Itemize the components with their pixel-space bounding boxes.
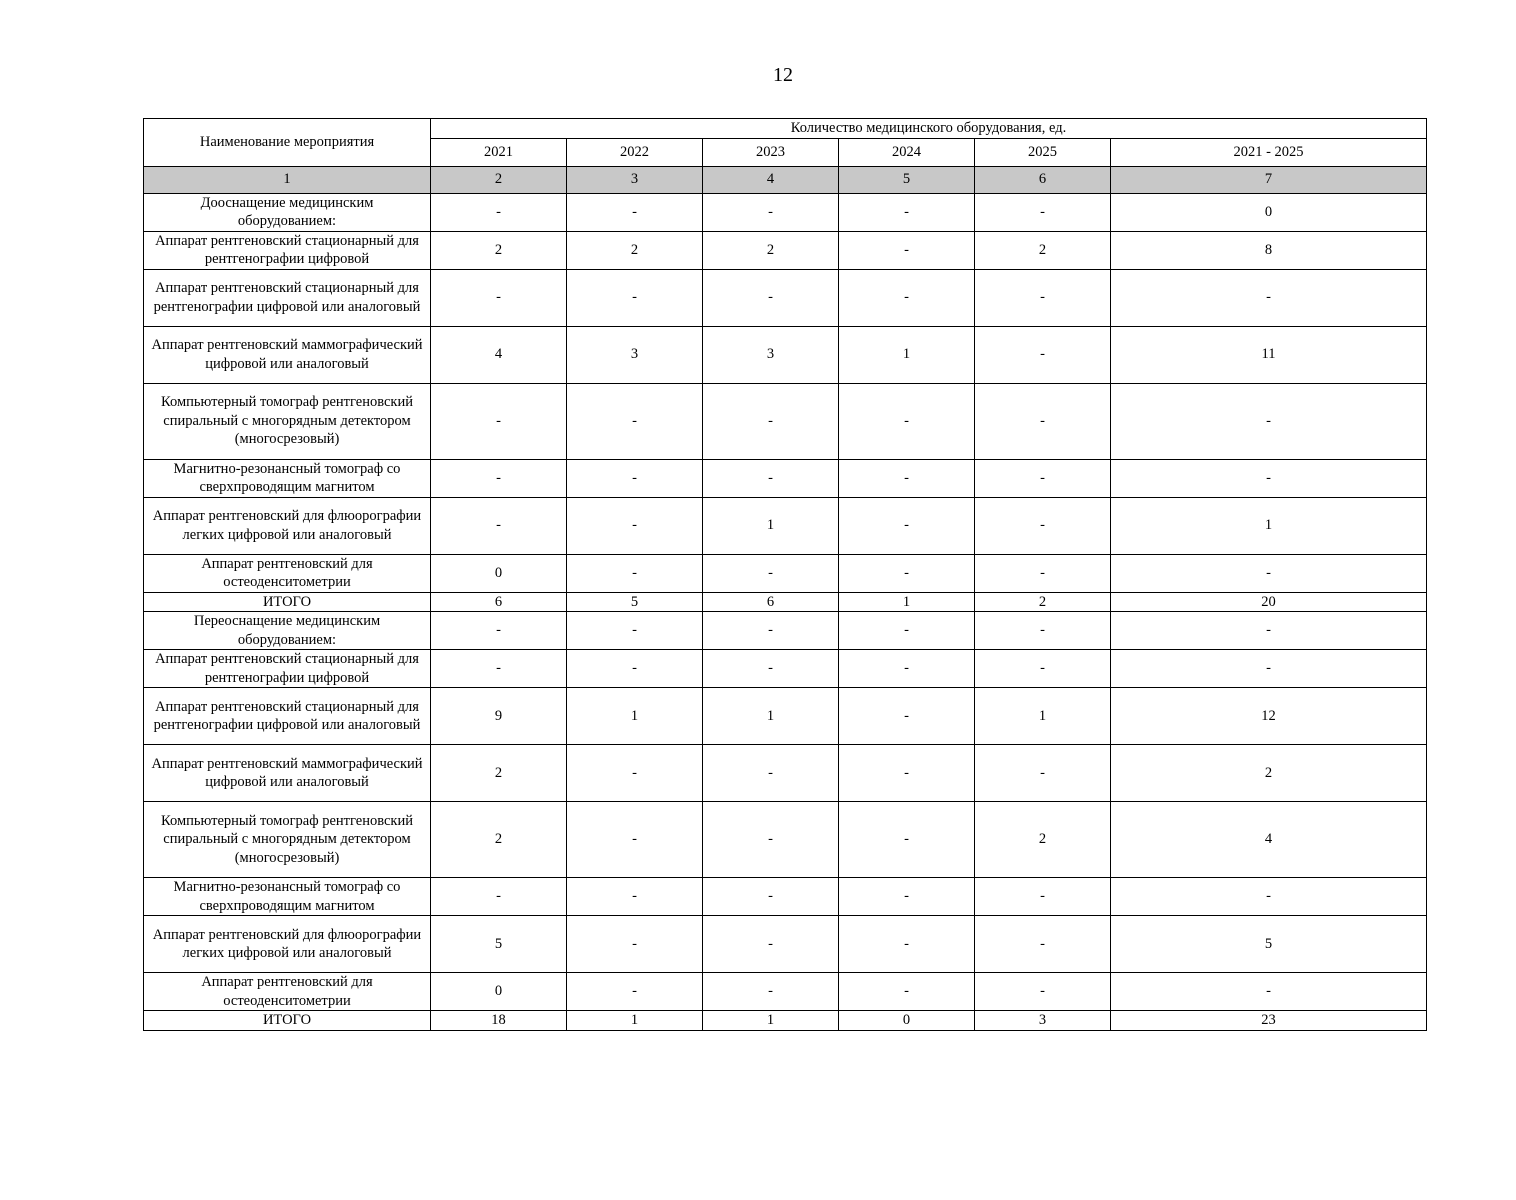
value-cell: - <box>567 459 703 497</box>
value-cell: - <box>975 193 1111 231</box>
value-cell: - <box>975 878 1111 916</box>
value-cell: - <box>839 612 975 650</box>
column-number-cell: 1 <box>144 166 431 193</box>
value-cell: - <box>975 326 1111 383</box>
value-cell: - <box>839 269 975 326</box>
value-cell: - <box>975 650 1111 688</box>
value-cell: - <box>975 916 1111 973</box>
value-cell: - <box>703 802 839 878</box>
column-number-cell: 5 <box>839 166 975 193</box>
value-cell: - <box>431 383 567 459</box>
row-name-cell: Компьютерный томограф рентгеновский спиральный с многорядным детектором (многосрезовый) <box>144 802 431 878</box>
value-cell: 8 <box>1111 231 1427 269</box>
header-name-cell: Наименование мероприятия <box>144 119 431 167</box>
table-row <box>144 802 1427 878</box>
row-name-cell: Магнитно-резонансный томограф со сверхпроводящим магнитом <box>144 878 431 916</box>
row-name-cell: Компьютерный томограф рентгеновский спиральный с многорядным детектором (многосрезовый) <box>144 383 431 459</box>
value-cell: - <box>839 383 975 459</box>
value-cell: - <box>703 916 839 973</box>
value-cell: 2 <box>975 231 1111 269</box>
value-cell: - <box>567 193 703 231</box>
value-cell: 11 <box>1111 326 1427 383</box>
equipment-table <box>143 118 1427 1031</box>
value-cell: 4 <box>431 326 567 383</box>
value-cell: 1 <box>703 497 839 554</box>
value-cell: 3 <box>703 326 839 383</box>
row-name-cell: Аппарат рентгеновский для флюорографии легких цифровой или аналоговый <box>144 497 431 554</box>
column-number-cell: 6 <box>975 166 1111 193</box>
value-cell: - <box>975 269 1111 326</box>
value-cell: 1 <box>975 688 1111 745</box>
table-row <box>144 916 1427 973</box>
table-row <box>144 497 1427 554</box>
value-cell: - <box>1111 269 1427 326</box>
table-row <box>144 193 1427 231</box>
row-name-cell: Дооснащение медицинским оборудованием: <box>144 193 431 231</box>
value-cell: 20 <box>1111 592 1427 612</box>
value-cell: - <box>431 497 567 554</box>
value-cell: - <box>975 497 1111 554</box>
row-name-cell: ИТОГО <box>144 1011 431 1031</box>
row-name-cell: Аппарат рентгеновский для флюорографии легких цифровой или аналоговый <box>144 916 431 973</box>
value-cell: - <box>703 878 839 916</box>
value-cell: - <box>431 269 567 326</box>
value-cell: - <box>567 612 703 650</box>
value-cell: 1 <box>703 1011 839 1031</box>
value-cell: 12 <box>1111 688 1427 745</box>
row-name-cell: Аппарат рентгеновский для остеоденситометрии <box>144 554 431 592</box>
page-number: 12 <box>773 64 793 86</box>
row-name-cell: Аппарат рентгеновский стационарный для рентгенографии цифровой <box>144 650 431 688</box>
row-name-cell: Аппарат рентгеновский стационарный для рентгенографии цифровой <box>144 231 431 269</box>
table-row <box>144 269 1427 326</box>
table-row <box>144 326 1427 383</box>
total-row <box>144 592 1427 612</box>
column-number-cell: 4 <box>703 166 839 193</box>
value-cell: 0 <box>431 973 567 1011</box>
value-cell: - <box>703 650 839 688</box>
value-cell: 2 <box>975 802 1111 878</box>
value-cell: - <box>703 745 839 802</box>
value-cell: - <box>567 269 703 326</box>
value-cell: - <box>1111 612 1427 650</box>
year-header-cell: 2022 <box>567 138 703 166</box>
value-cell: 2 <box>431 802 567 878</box>
value-cell: - <box>431 612 567 650</box>
year-header-cell: 2024 <box>839 138 975 166</box>
value-cell: - <box>703 383 839 459</box>
value-cell: - <box>703 269 839 326</box>
value-cell: - <box>975 459 1111 497</box>
value-cell: - <box>839 231 975 269</box>
column-number-cell: 2 <box>431 166 567 193</box>
value-cell: - <box>839 497 975 554</box>
row-name-cell: Аппарат рентгеновский маммографический цифровой или аналоговый <box>144 745 431 802</box>
value-cell: - <box>431 193 567 231</box>
column-number-cell: 7 <box>1111 166 1427 193</box>
row-name-cell: Аппарат рентгеновский стационарный для рентгенографии цифровой или аналоговый <box>144 688 431 745</box>
table-row <box>144 745 1427 802</box>
value-cell: - <box>839 554 975 592</box>
value-cell: 0 <box>1111 193 1427 231</box>
value-cell: - <box>1111 650 1427 688</box>
table-row <box>144 554 1427 592</box>
value-cell: 3 <box>975 1011 1111 1031</box>
value-cell: 2 <box>1111 745 1427 802</box>
table-header <box>144 119 1427 194</box>
header-group-cell: Количество медицинского оборудования, ед. <box>431 119 1427 139</box>
value-cell: 1 <box>567 1011 703 1031</box>
value-cell: 1 <box>703 688 839 745</box>
total-row <box>144 1011 1427 1031</box>
value-cell: - <box>1111 973 1427 1011</box>
year-header-cell: 2021 - 2025 <box>1111 138 1427 166</box>
value-cell: - <box>839 802 975 878</box>
value-cell: - <box>839 650 975 688</box>
value-cell: - <box>703 554 839 592</box>
value-cell: - <box>567 383 703 459</box>
value-cell: 6 <box>431 592 567 612</box>
value-cell: 5 <box>1111 916 1427 973</box>
value-cell: 9 <box>431 688 567 745</box>
table-row <box>144 459 1427 497</box>
value-cell: - <box>1111 878 1427 916</box>
value-cell: 1 <box>567 688 703 745</box>
value-cell: 2 <box>703 231 839 269</box>
table-row <box>144 383 1427 459</box>
value-cell: - <box>975 383 1111 459</box>
value-cell: - <box>567 916 703 973</box>
row-name-cell: Аппарат рентгеновский маммографический цифровой или аналоговый <box>144 326 431 383</box>
column-number-row <box>144 166 1427 193</box>
value-cell: - <box>567 973 703 1011</box>
value-cell: - <box>567 554 703 592</box>
year-header-cell: 2023 <box>703 138 839 166</box>
value-cell: - <box>839 878 975 916</box>
year-header-cell: 2021 <box>431 138 567 166</box>
row-name-cell: ИТОГО <box>144 592 431 612</box>
value-cell: - <box>839 745 975 802</box>
table-row <box>144 973 1427 1011</box>
row-name-cell: Аппарат рентгеновский для остеоденситометрии <box>144 973 431 1011</box>
table-row <box>144 650 1427 688</box>
value-cell: - <box>839 688 975 745</box>
value-cell: 3 <box>567 326 703 383</box>
value-cell: 2 <box>567 231 703 269</box>
value-cell: - <box>975 554 1111 592</box>
value-cell: - <box>839 459 975 497</box>
value-cell: 4 <box>1111 802 1427 878</box>
value-cell: - <box>703 612 839 650</box>
value-cell: - <box>703 459 839 497</box>
value-cell: - <box>1111 383 1427 459</box>
value-cell: 1 <box>839 326 975 383</box>
value-cell: 5 <box>567 592 703 612</box>
value-cell: 6 <box>703 592 839 612</box>
table-body <box>144 193 1427 1030</box>
value-cell: - <box>975 973 1111 1011</box>
row-name-cell: Магнитно-резонансный томограф со сверхпроводящим магнитом <box>144 459 431 497</box>
value-cell: - <box>567 878 703 916</box>
column-number-cell: 3 <box>567 166 703 193</box>
value-cell: - <box>839 973 975 1011</box>
value-cell: - <box>703 973 839 1011</box>
value-cell: - <box>567 650 703 688</box>
value-cell: 0 <box>839 1011 975 1031</box>
value-cell: 2 <box>431 745 567 802</box>
value-cell: - <box>567 745 703 802</box>
year-header-cell: 2025 <box>975 138 1111 166</box>
value-cell: 23 <box>1111 1011 1427 1031</box>
value-cell: - <box>567 802 703 878</box>
value-cell: - <box>839 193 975 231</box>
value-cell: 18 <box>431 1011 567 1031</box>
value-cell: - <box>1111 459 1427 497</box>
value-cell: - <box>567 497 703 554</box>
table-row <box>144 878 1427 916</box>
value-cell: 0 <box>431 554 567 592</box>
table-row <box>144 612 1427 650</box>
value-cell: 1 <box>839 592 975 612</box>
value-cell: - <box>975 612 1111 650</box>
row-name-cell: Аппарат рентгеновский стационарный для рентгенографии цифровой или аналоговый <box>144 269 431 326</box>
value-cell: - <box>975 745 1111 802</box>
table-row <box>144 231 1427 269</box>
value-cell: - <box>431 459 567 497</box>
value-cell: 1 <box>1111 497 1427 554</box>
value-cell: - <box>703 193 839 231</box>
value-cell: 2 <box>431 231 567 269</box>
value-cell: 2 <box>975 592 1111 612</box>
row-name-cell: Переоснащение медицинским оборудованием: <box>144 612 431 650</box>
value-cell: - <box>431 878 567 916</box>
table-row <box>144 688 1427 745</box>
value-cell: - <box>1111 554 1427 592</box>
value-cell: - <box>431 650 567 688</box>
value-cell: - <box>839 916 975 973</box>
value-cell: 5 <box>431 916 567 973</box>
